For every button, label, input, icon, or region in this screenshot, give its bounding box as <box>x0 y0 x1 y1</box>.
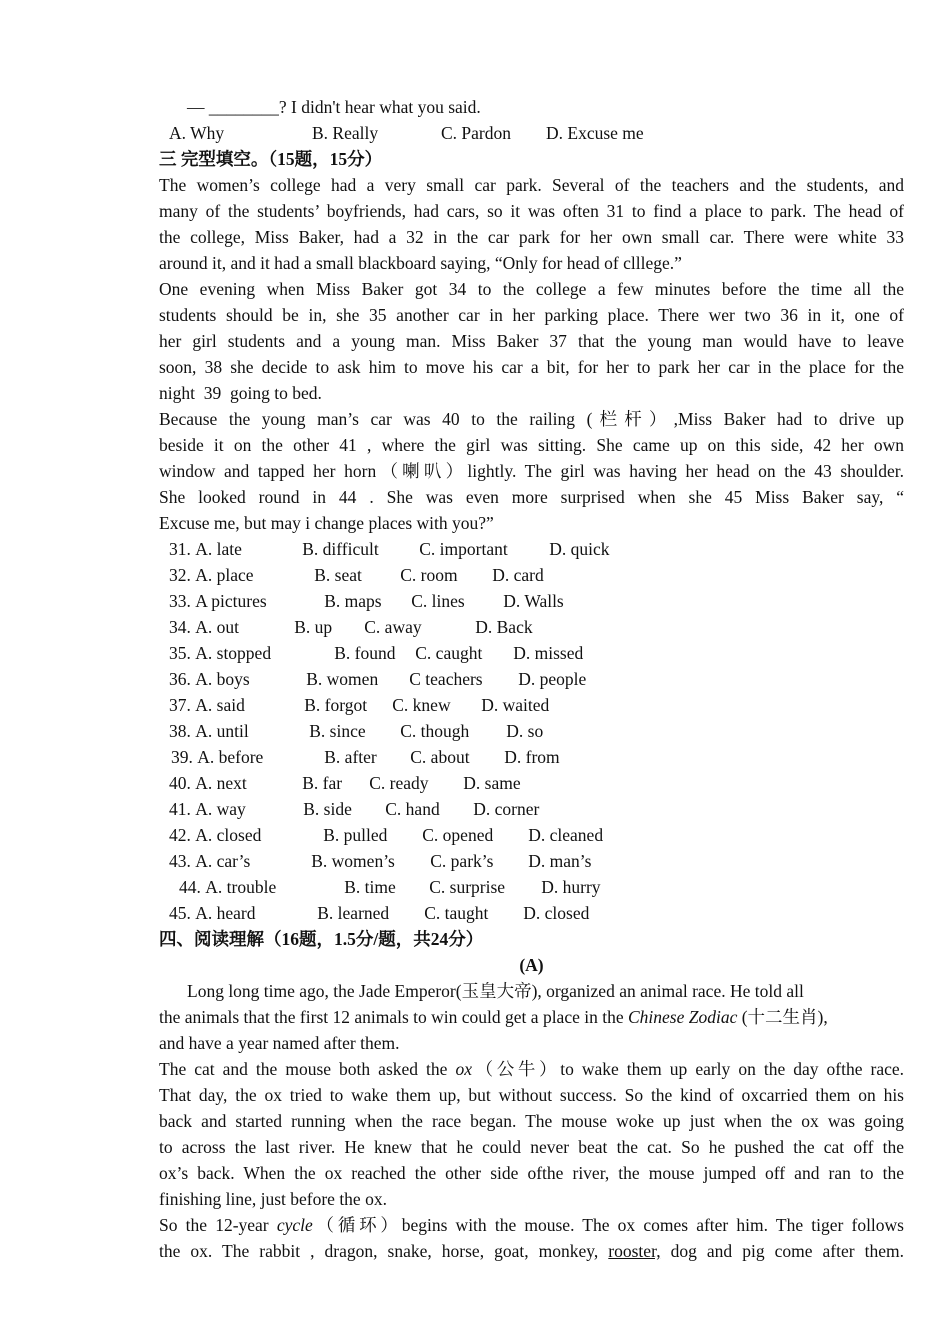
option-d: D. so <box>506 721 544 741</box>
question-number: 35. <box>169 643 191 663</box>
option-b: B. women <box>306 669 379 689</box>
option-d: D. missed <box>513 643 584 663</box>
text-line <box>159 1056 904 1082</box>
question-number: 39. <box>171 747 193 767</box>
text-span: The cat and the mouse both asked the <box>159 1059 456 1079</box>
cloze-question-44 <box>159 874 904 900</box>
option-d: D. Walls <box>503 591 564 611</box>
section-heading-cloze: 三 完型填空。（15题，15分） <box>159 149 383 169</box>
cloze-paragraph-2 <box>159 276 904 406</box>
question-options <box>159 120 904 146</box>
option-b: B. seat <box>314 565 362 585</box>
option-c: C. though <box>400 721 470 741</box>
question-number: 32. <box>169 565 191 585</box>
question-number: 42. <box>169 825 191 845</box>
option-b: B. pulled <box>323 825 388 845</box>
text-span-underlined: rooster, <box>608 1241 661 1261</box>
option-a: A. trouble <box>205 877 277 897</box>
option-d: D. from <box>504 747 560 767</box>
option-a: A. place <box>195 565 254 585</box>
option-c: C. hand <box>385 799 440 819</box>
text-line: One evening when Miss Baker got 34 to the college a few minutes before the time all the <box>159 279 904 299</box>
question-number: 44. <box>179 877 201 897</box>
text-span-italic: Chinese Zodiac <box>627 1007 738 1027</box>
cloze-question-32 <box>159 562 904 588</box>
text-line: and have a year named after them. <box>159 1033 400 1053</box>
option-a: A. way <box>195 799 246 819</box>
text-span: （公牛）to wake them up early on the day ofthe race. <box>471 1059 905 1079</box>
option-c: C. knew <box>392 695 451 715</box>
option-a: A. late <box>195 539 242 559</box>
reading-paragraph-1 <box>159 978 904 1056</box>
cloze-paragraph-1 <box>159 172 904 276</box>
option-c: C. taught <box>424 903 489 923</box>
text-line: the college, Miss Baker, had a 32 in the car park for her own small car. There were white 33 <box>159 227 904 247</box>
option-b: B. maps <box>324 591 382 611</box>
text-line: window and tapped her horn（喇叭）lightly. The girl was having her head on the 43 shoulder. <box>159 461 904 481</box>
option-a: A pictures <box>195 591 267 611</box>
option-a: A. out <box>195 617 239 637</box>
text-line: Because the young man’s car was 40 to the railing (栏杆）,Miss Baker had to drive up <box>159 409 904 429</box>
option-c: C. caught <box>415 643 483 663</box>
cloze-question-37 <box>159 692 904 718</box>
option-a: A. Why <box>169 123 225 143</box>
option-c: C. room <box>400 565 458 585</box>
question-number: 33. <box>169 591 191 611</box>
text-line: her girl students and a young man. Miss Baker 37 that the young man would have to leave <box>159 331 904 351</box>
text-line: beside it on the other 41 , where the girl was sitting. She came up on this side, 42 her own <box>159 435 904 455</box>
option-c: C. park’s <box>430 851 494 871</box>
option-a: A. closed <box>195 825 262 845</box>
option-d: D. man’s <box>528 851 592 871</box>
option-d: D. card <box>492 565 544 585</box>
text-span: the ox. The rabbit , dragon, snake, horse, goat, monkey, <box>159 1241 609 1261</box>
question-number: 45. <box>169 903 191 923</box>
option-b: B. since <box>309 721 366 741</box>
option-c: C. away <box>364 617 422 637</box>
text-line: ox’s back. When the ox reached the other side ofthe river, the mouse jumped off and ran to the <box>159 1163 904 1183</box>
question-number: 34. <box>169 617 191 637</box>
question-stem: — ________? I didn't hear what you said. <box>187 97 481 117</box>
question-number: 37. <box>169 695 191 715</box>
option-b: B. Really <box>312 123 379 143</box>
option-d: D. same <box>463 773 521 793</box>
text-line <box>159 1238 904 1264</box>
option-d: D. corner <box>473 799 540 819</box>
text-line <box>159 1004 904 1030</box>
option-c: C. ready <box>369 773 429 793</box>
option-a: A. said <box>195 695 245 715</box>
option-b: B. after <box>324 747 377 767</box>
cloze-question-45 <box>159 900 904 926</box>
option-d: D. people <box>518 669 587 689</box>
option-a: A. boys <box>195 669 250 689</box>
option-d: D. quick <box>549 539 610 559</box>
text-span: the animals that the first 12 animals to win could get a place in the <box>159 1007 628 1027</box>
text-line: finishing line, just before the ox. <box>159 1189 387 1209</box>
cloze-paragraph-3 <box>159 406 904 536</box>
option-b: B. women’s <box>311 851 395 871</box>
cloze-question-34 <box>159 614 904 640</box>
option-c: C. about <box>410 747 470 767</box>
text-line: back and started running when the race began. The mouse woke up just when the ox was going <box>159 1111 904 1131</box>
option-c: C. lines <box>411 591 465 611</box>
option-b: B. forgot <box>304 695 368 715</box>
reading-paragraph-2 <box>159 1056 904 1212</box>
text-span-italic: ox <box>455 1059 472 1079</box>
cloze-question-40 <box>159 770 904 796</box>
question-number: 40. <box>169 773 191 793</box>
option-a: A. before <box>197 747 264 767</box>
option-d: D. closed <box>523 903 590 923</box>
question-number: 36. <box>169 669 191 689</box>
cloze-question-31 <box>159 536 904 562</box>
option-d: D. Back <box>475 617 533 637</box>
option-c: C. surprise <box>429 877 506 897</box>
text-span: （循环）begins with the mouse. The ox comes after him. The tiger follows <box>312 1215 904 1235</box>
option-c: C teachers <box>409 669 483 689</box>
text-line: Excuse me, but may i change places with you?” <box>159 513 494 533</box>
cloze-question-list <box>159 536 904 926</box>
text-line: soon, 38 she decide to ask him to move his car a bit, for her to park her car in the place for the <box>159 357 904 377</box>
question-number: 31. <box>169 539 191 559</box>
option-b: B. found <box>334 643 396 663</box>
question-number: 43. <box>169 851 191 871</box>
option-d: D. waited <box>481 695 550 715</box>
option-d: D. Excuse me <box>546 123 644 143</box>
cloze-question-38 <box>159 718 904 744</box>
text-line: That day, the ox tried to wake them up, but without success. So the kind of oxcarried them on his <box>159 1085 904 1105</box>
option-a: A. car’s <box>195 851 251 871</box>
text-line: She looked round in 44 . She was even more surprised when she 45 Miss Baker say, “ <box>159 487 904 507</box>
option-b: B. side <box>303 799 352 819</box>
text-line: many of the students’ boyfriends, had cars, so it was often 31 to find a place to park. The head of <box>159 201 904 221</box>
option-c: C. opened <box>422 825 494 845</box>
cloze-question-33 <box>159 588 904 614</box>
option-d: D. hurry <box>541 877 601 897</box>
option-b: B. up <box>294 617 333 637</box>
option-c: C. Pardon <box>441 123 511 143</box>
passage-label: (A) <box>519 955 544 975</box>
text-line: The women’s college had a very small car park. Several of the teachers and the students, and <box>159 175 904 195</box>
text-span: So the 12-year <box>159 1215 277 1235</box>
cloze-question-36 <box>159 666 904 692</box>
question-number: 41. <box>169 799 191 819</box>
text-line: night 39 going to bed. <box>159 383 322 403</box>
option-a: A. stopped <box>195 643 272 663</box>
text-span: (十二生肖), <box>737 1007 828 1027</box>
cloze-question-35 <box>159 640 904 666</box>
text-line: around it, and it had a small blackboard saying, “Only for head of clllege.” <box>159 253 682 273</box>
text-line <box>159 1212 904 1238</box>
document-page <box>159 94 904 1264</box>
text-line: Long long time ago, the Jade Emperor(玉皇大帝), organized an animal race. He told all <box>187 981 804 1001</box>
cloze-question-41 <box>159 796 904 822</box>
option-d: D. cleaned <box>528 825 604 845</box>
text-line: to across the last river. He knew that he could never beat the cat. So he pushed the cat off the <box>159 1137 904 1157</box>
option-a: A. heard <box>195 903 256 923</box>
cloze-question-43 <box>159 848 904 874</box>
section-heading-reading: 四、阅读理解（16题，1.5分/题，共24分） <box>159 929 484 949</box>
cloze-question-39 <box>159 744 904 770</box>
text-line: students should be in, she 35 another car in her parking place. There wer two 36 in it, one of <box>159 305 904 325</box>
cloze-question-42 <box>159 822 904 848</box>
option-a: A. until <box>195 721 249 741</box>
text-span-italic: cycle <box>276 1215 313 1235</box>
question-number: 38. <box>169 721 191 741</box>
text-span: dog and pig come after them. <box>660 1241 904 1261</box>
option-b: B. difficult <box>302 539 379 559</box>
reading-paragraph-3 <box>159 1212 904 1264</box>
option-a: A. next <box>195 773 247 793</box>
option-c: C. important <box>419 539 508 559</box>
option-b: B. far <box>302 773 343 793</box>
option-b: B. learned <box>317 903 390 923</box>
option-b: B. time <box>344 877 396 897</box>
